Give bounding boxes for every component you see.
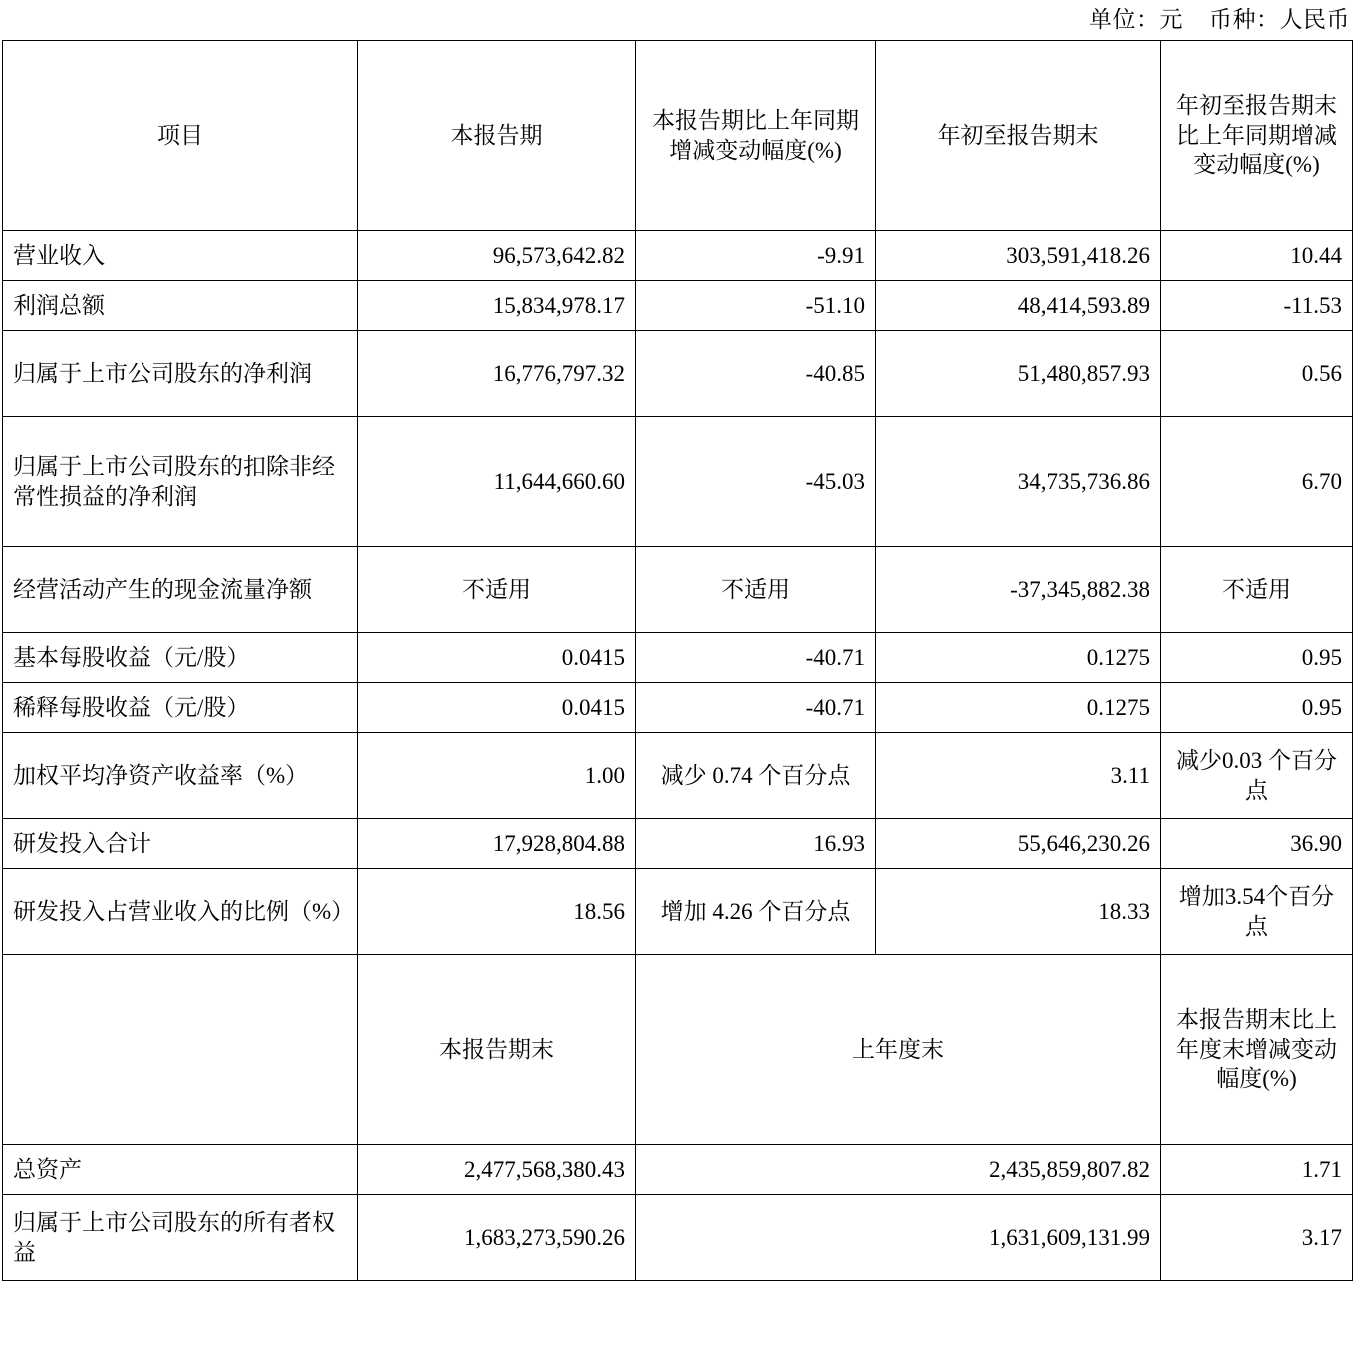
- header-current-period-yoy: 本报告期比上年同期增减变动幅度(%): [636, 41, 876, 231]
- section2-header-change-pct: 本报告期末比上年度末增减变动幅度(%): [1161, 955, 1353, 1145]
- row-period-end: 2,477,568,380.43: [358, 1145, 636, 1195]
- row-ytd: 0.1275: [876, 633, 1161, 683]
- section2-header-period-end: 本报告期末: [358, 955, 636, 1145]
- row-label: 营业收入: [3, 231, 358, 281]
- row-current: 17,928,804.88: [358, 819, 636, 869]
- row-ytd: 18.33: [876, 869, 1161, 955]
- row-period-end: 1,683,273,590.26: [358, 1195, 636, 1281]
- row-current: 18.56: [358, 869, 636, 955]
- row-label: 经营活动产生的现金流量净额: [3, 547, 358, 633]
- row-ytd-yoy: 0.95: [1161, 633, 1353, 683]
- row-ytd: 55,646,230.26: [876, 819, 1161, 869]
- header-item: 项目: [3, 41, 358, 231]
- row-ytd: 51,480,857.93: [876, 331, 1161, 417]
- row-label: 稀释每股收益（元/股）: [3, 683, 358, 733]
- row-ytd-yoy: 0.56: [1161, 331, 1353, 417]
- section2-header-last-year-end: 上年度末: [636, 955, 1161, 1145]
- table-row: [3, 633, 1353, 683]
- row-ytd-yoy: 0.95: [1161, 683, 1353, 733]
- row-current: 0.0415: [358, 633, 636, 683]
- row-label: 总资产: [3, 1145, 358, 1195]
- table-row: [3, 733, 1353, 819]
- row-label: 基本每股收益（元/股）: [3, 633, 358, 683]
- row-current-yoy: -45.03: [636, 417, 876, 547]
- table-row: [3, 1145, 1353, 1195]
- section2-header-row: [3, 955, 1353, 1145]
- currency-label: 币种：人民币: [1209, 7, 1350, 32]
- row-change-pct: 3.17: [1161, 1195, 1353, 1281]
- table-row: [3, 417, 1353, 547]
- row-current-yoy: -40.85: [636, 331, 876, 417]
- row-ytd: 34,735,736.86: [876, 417, 1161, 547]
- table-row: [3, 281, 1353, 331]
- row-ytd: 0.1275: [876, 683, 1161, 733]
- row-label: 研发投入占营业收入的比例（%）: [3, 869, 358, 955]
- table-row: [3, 547, 1353, 633]
- row-current-yoy: -51.10: [636, 281, 876, 331]
- table-row: [3, 331, 1353, 417]
- row-current-yoy: -9.91: [636, 231, 876, 281]
- unit-currency-line: [0, 0, 1358, 40]
- header-ytd-yoy: 年初至报告期末比上年同期增减变动幅度(%): [1161, 41, 1353, 231]
- row-label: 研发投入合计: [3, 819, 358, 869]
- row-current: 96,573,642.82: [358, 231, 636, 281]
- row-label: 归属于上市公司股东的所有者权益: [3, 1195, 358, 1281]
- row-current: 15,834,978.17: [358, 281, 636, 331]
- row-current-yoy: 不适用: [636, 547, 876, 633]
- table-row: [3, 683, 1353, 733]
- section2-header-item: [3, 955, 358, 1145]
- row-current: 1.00: [358, 733, 636, 819]
- row-label: 利润总额: [3, 281, 358, 331]
- table-header-row: [3, 41, 1353, 231]
- row-current-yoy: 16.93: [636, 819, 876, 869]
- row-ytd: 48,414,593.89: [876, 281, 1161, 331]
- table-row: [3, 869, 1353, 955]
- row-ytd-yoy: 6.70: [1161, 417, 1353, 547]
- row-ytd-yoy: 36.90: [1161, 819, 1353, 869]
- row-ytd-yoy: 不适用: [1161, 547, 1353, 633]
- header-current-period: 本报告期: [358, 41, 636, 231]
- row-label: 归属于上市公司股东的净利润: [3, 331, 358, 417]
- header-ytd: 年初至报告期末: [876, 41, 1161, 231]
- table-row: [3, 231, 1353, 281]
- row-ytd: 3.11: [876, 733, 1161, 819]
- unit-label: 单位：元: [1089, 7, 1183, 32]
- row-ytd-yoy: 减少0.03 个百分点: [1161, 733, 1353, 819]
- row-current-yoy: -40.71: [636, 683, 876, 733]
- row-current-yoy: -40.71: [636, 633, 876, 683]
- row-last-year-end: 1,631,609,131.99: [636, 1195, 1161, 1281]
- row-current-yoy: 减少 0.74 个百分点: [636, 733, 876, 819]
- row-label: 归属于上市公司股东的扣除非经常性损益的净利润: [3, 417, 358, 547]
- row-label: 加权平均净资产收益率（%）: [3, 733, 358, 819]
- table-row: [3, 819, 1353, 869]
- row-current: 16,776,797.32: [358, 331, 636, 417]
- row-ytd-yoy: 增加3.54个百分点: [1161, 869, 1353, 955]
- row-last-year-end: 2,435,859,807.82: [636, 1145, 1161, 1195]
- row-ytd-yoy: -11.53: [1161, 281, 1353, 331]
- table-row: [3, 1195, 1353, 1281]
- row-ytd-yoy: 10.44: [1161, 231, 1353, 281]
- row-current: 11,644,660.60: [358, 417, 636, 547]
- row-current-yoy: 增加 4.26 个百分点: [636, 869, 876, 955]
- row-current: 不适用: [358, 547, 636, 633]
- row-ytd: 303,591,418.26: [876, 231, 1161, 281]
- row-change-pct: 1.71: [1161, 1145, 1353, 1195]
- financial-summary-table: [2, 40, 1353, 1281]
- row-current: 0.0415: [358, 683, 636, 733]
- row-ytd: -37,345,882.38: [876, 547, 1161, 633]
